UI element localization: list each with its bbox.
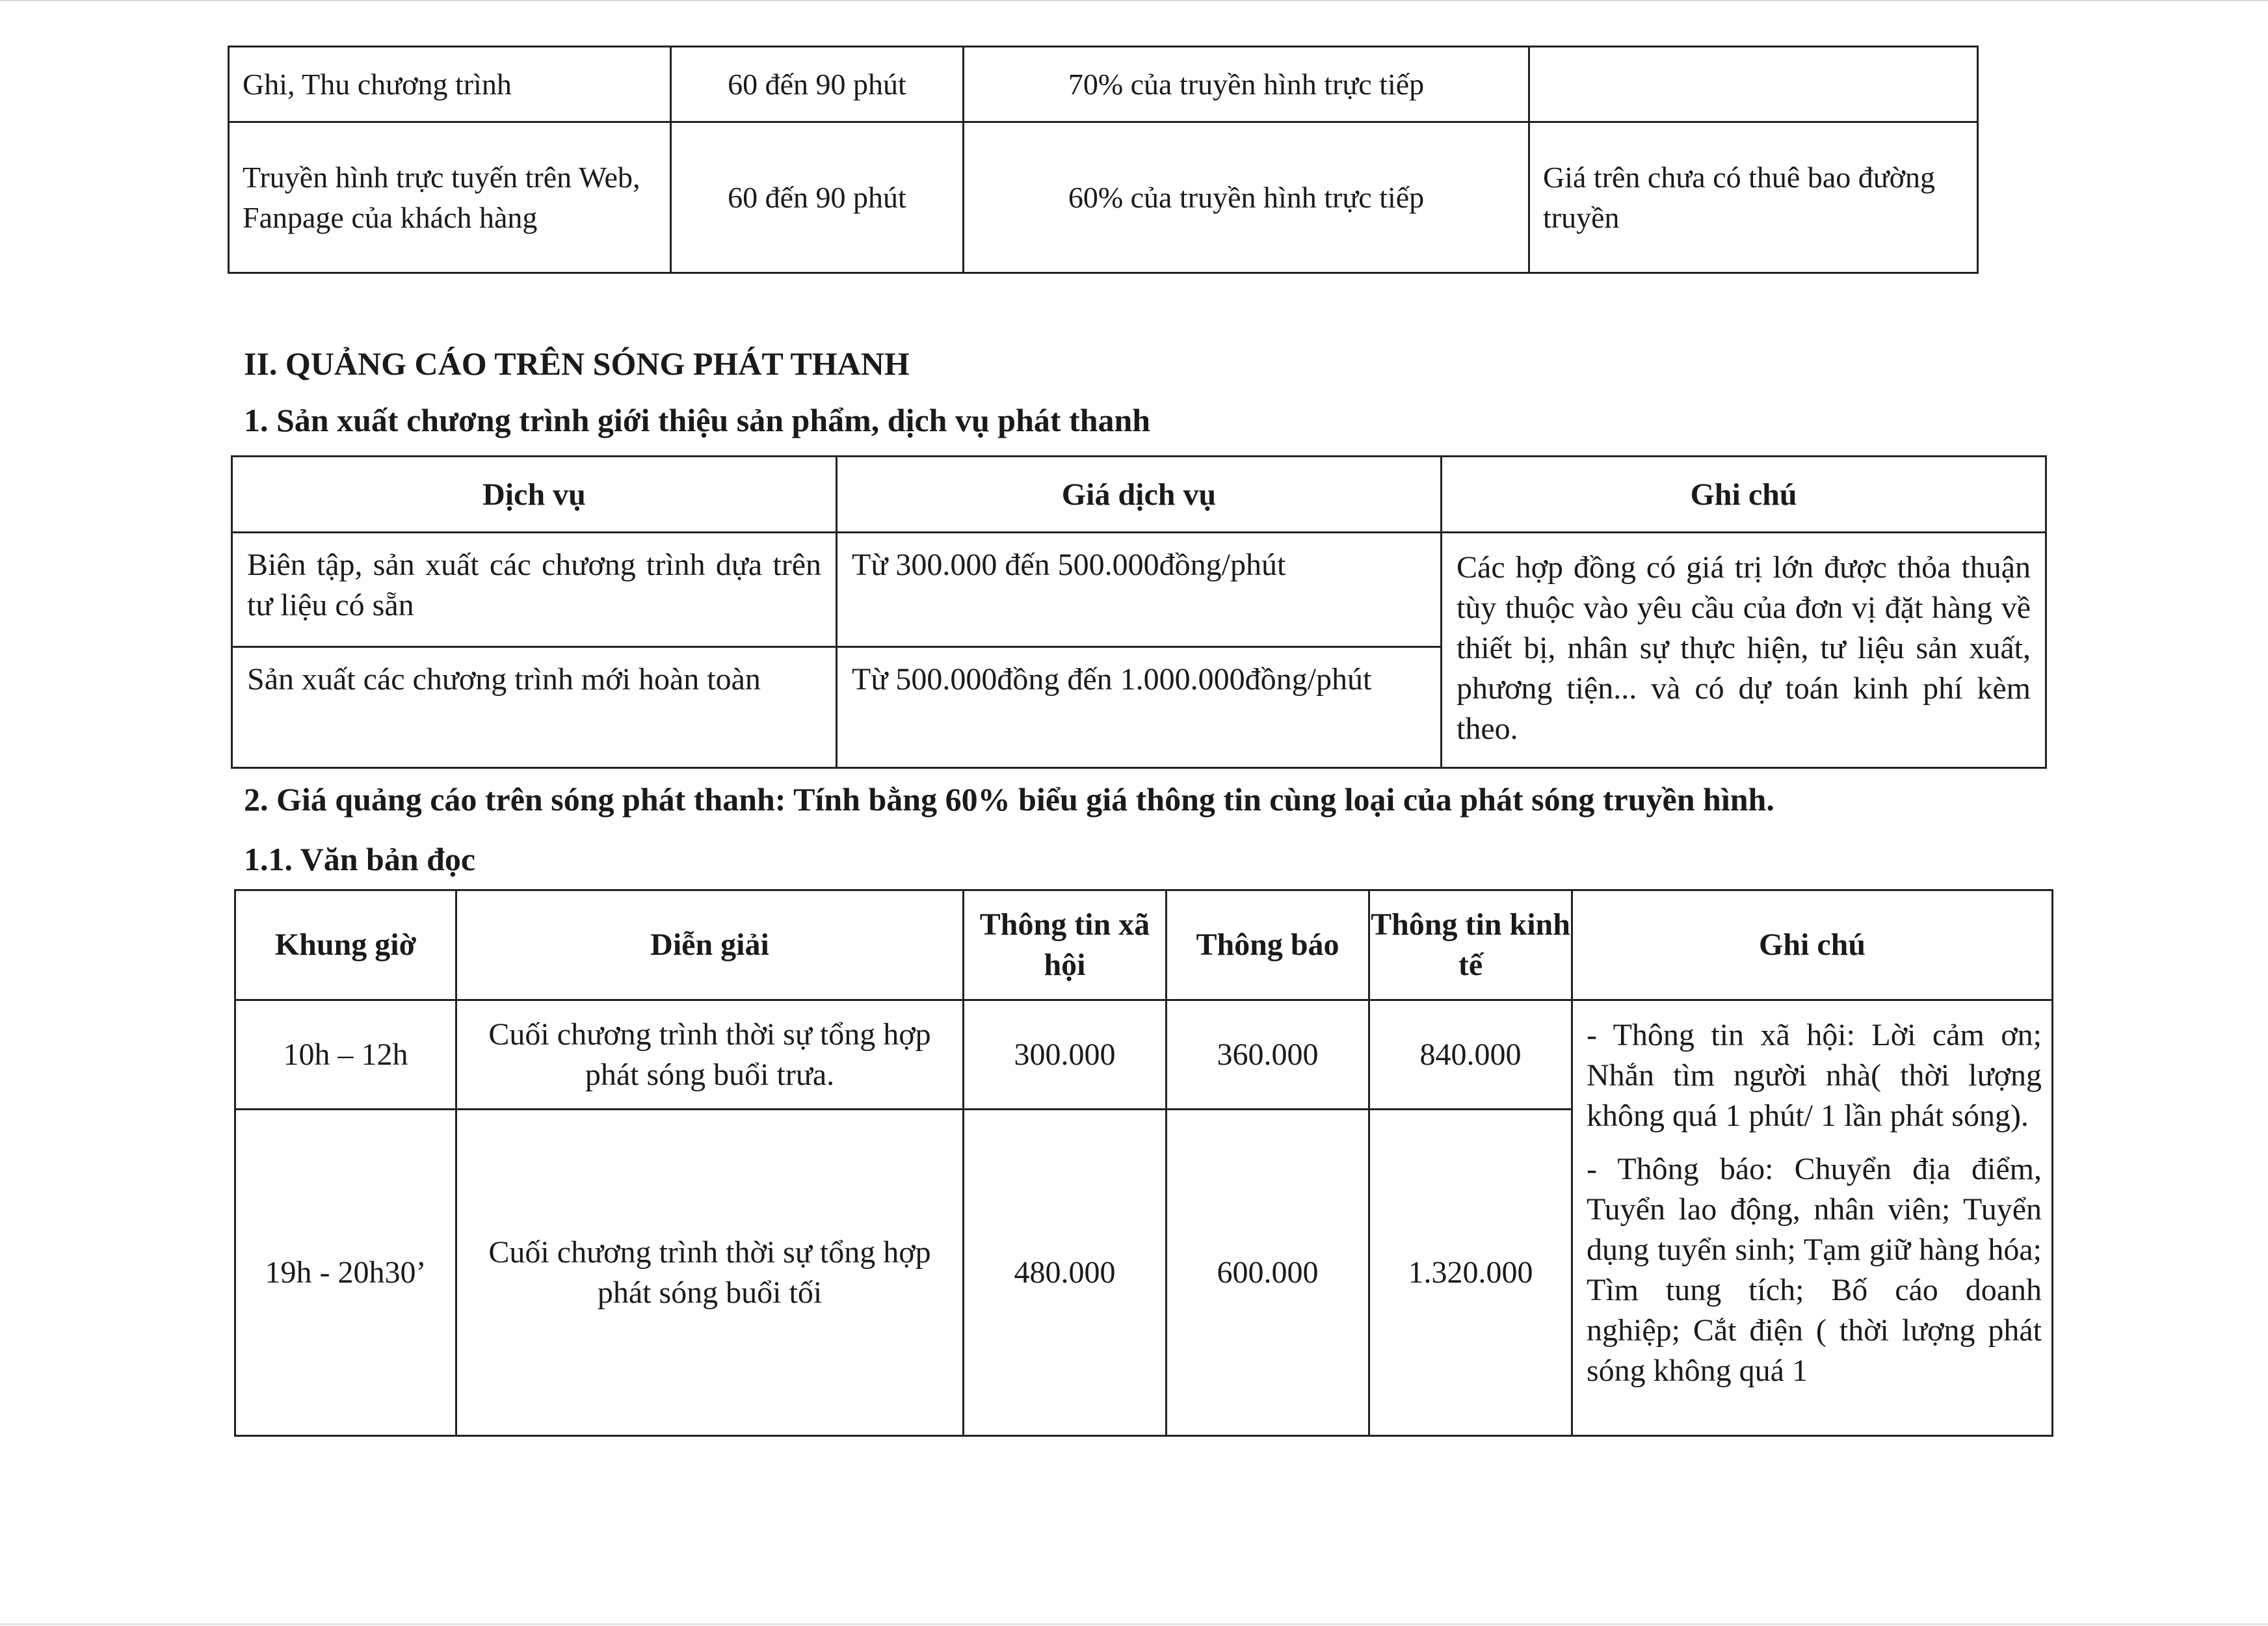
economic-price-cell: 840.000 [1369,1000,1572,1110]
note-social: - Thông tin xã hội: Lời cảm ơn; Nhắn tìm người nhà( thời lượng không quá 1 phút/ 1 lần phát sóng). [1587,1018,2042,1133]
header-price: Giá dịch vụ [837,457,1442,533]
price-cell: Từ 300.000 đến 500.000đồng/phút [837,533,1442,647]
time-slot-cell: 19h - 20h30’ [235,1110,456,1436]
service-cell: Biên tập, sản xuất các chương trình dựa trên tư liệu có sẵn [232,533,837,647]
description-cell: Cuối chương trình thời sự tổng hợp phát sóng buổi tối [456,1110,964,1436]
notice-price-cell: 600.000 [1167,1110,1369,1436]
duration-cell: 60 đến 90 phút [671,47,964,122]
scan-edge-top [0,0,2268,1]
note-clip [1574,1011,2051,1434]
service-cell: Truyền hình trực tuyến trên Web, Fanpage của khách hàng [229,122,671,273]
duration-cell: 60 đến 90 phút [671,122,964,273]
table-header-row [235,890,2053,1000]
service-cell: Ghi, Thu chương trình [229,47,671,122]
header-description: Diễn giải [456,890,964,1000]
header-notice: Thông báo [1167,890,1369,1000]
description-cell: Cuối chương trình thời sự tổng hợp phát sóng buổi trưa. [456,1000,964,1110]
subsection-heading-1: 1. Sản xuất chương trình giới thiệu sản phẩm, dịch vụ phát thanh [244,402,1151,438]
subsection-heading-1-1: 1.1. Văn bản đọc [244,841,476,877]
note-cell: Các hợp đồng có giá trị lớn được thỏa thuận tùy thuộc vào yêu cầu của đơn vị đặt hàng về thiết bị, nhân sự thực hiện, tư liệu sản xuất, phương tiện... và có dự toán kinh phí kèm theo. [1442,533,2046,768]
price-cell: 70% của truyền hình trực tiếp [964,47,1529,122]
table-row [229,47,1978,122]
scan-edge-bottom [0,1623,2268,1625]
note-cell [1529,47,1978,122]
section-title: II. QUẢNG CÁO TRÊN SÓNG PHÁT THANH [244,345,910,382]
subsection-heading-2: 2. Giá quảng cáo trên sóng phát thanh: Tính bằng 60% biểu giá thông tin cùng loại của phát sóng truyền hình. [244,781,1774,818]
note-notice: - Thông báo: Chuyển địa điểm, Tuyển lao động, nhân viên; Tuyển dụng tuyển sinh; Tạm giữ hàng hóa; Tìm tung tích; Bố cáo doanh nghiệp; Cắt điện ( thời lượng phát sóng không quá 1 [1587,1152,2042,1388]
header-time-slot: Khung giờ [235,890,456,1000]
price-cell: 60% của truyền hình trực tiếp [964,122,1529,273]
note-cell [1572,1000,2053,1436]
header-service: Dịch vụ [232,457,837,533]
price-cell: Từ 500.000đồng đến 1.000.000đồng/phút [837,647,1442,768]
note-cell: Giá trên chưa có thuê bao đường truyền [1529,122,1978,273]
header-social-info: Thông tin xã hội [964,890,1167,1000]
social-price-cell: 480.000 [964,1110,1167,1436]
time-slot-cell: 10h – 12h [235,1000,456,1110]
economic-price-cell: 1.320.000 [1369,1110,1572,1436]
table-row [235,1000,2053,1110]
notice-price-cell: 360.000 [1167,1000,1369,1110]
service-cell: Sản xuất các chương trình mới hoàn toàn [232,647,837,768]
reading-price-table [234,889,2053,1437]
header-economic-info: Thông tin kinh tế [1369,890,1572,1000]
table-header-row [232,457,2046,533]
header-note: Ghi chú [1442,457,2046,533]
social-price-cell: 300.000 [964,1000,1167,1110]
table-row [229,122,1978,273]
header-note: Ghi chú [1572,890,2053,1000]
production-table [231,455,2047,769]
tv-services-table [228,46,1979,274]
table-row [232,533,2046,647]
